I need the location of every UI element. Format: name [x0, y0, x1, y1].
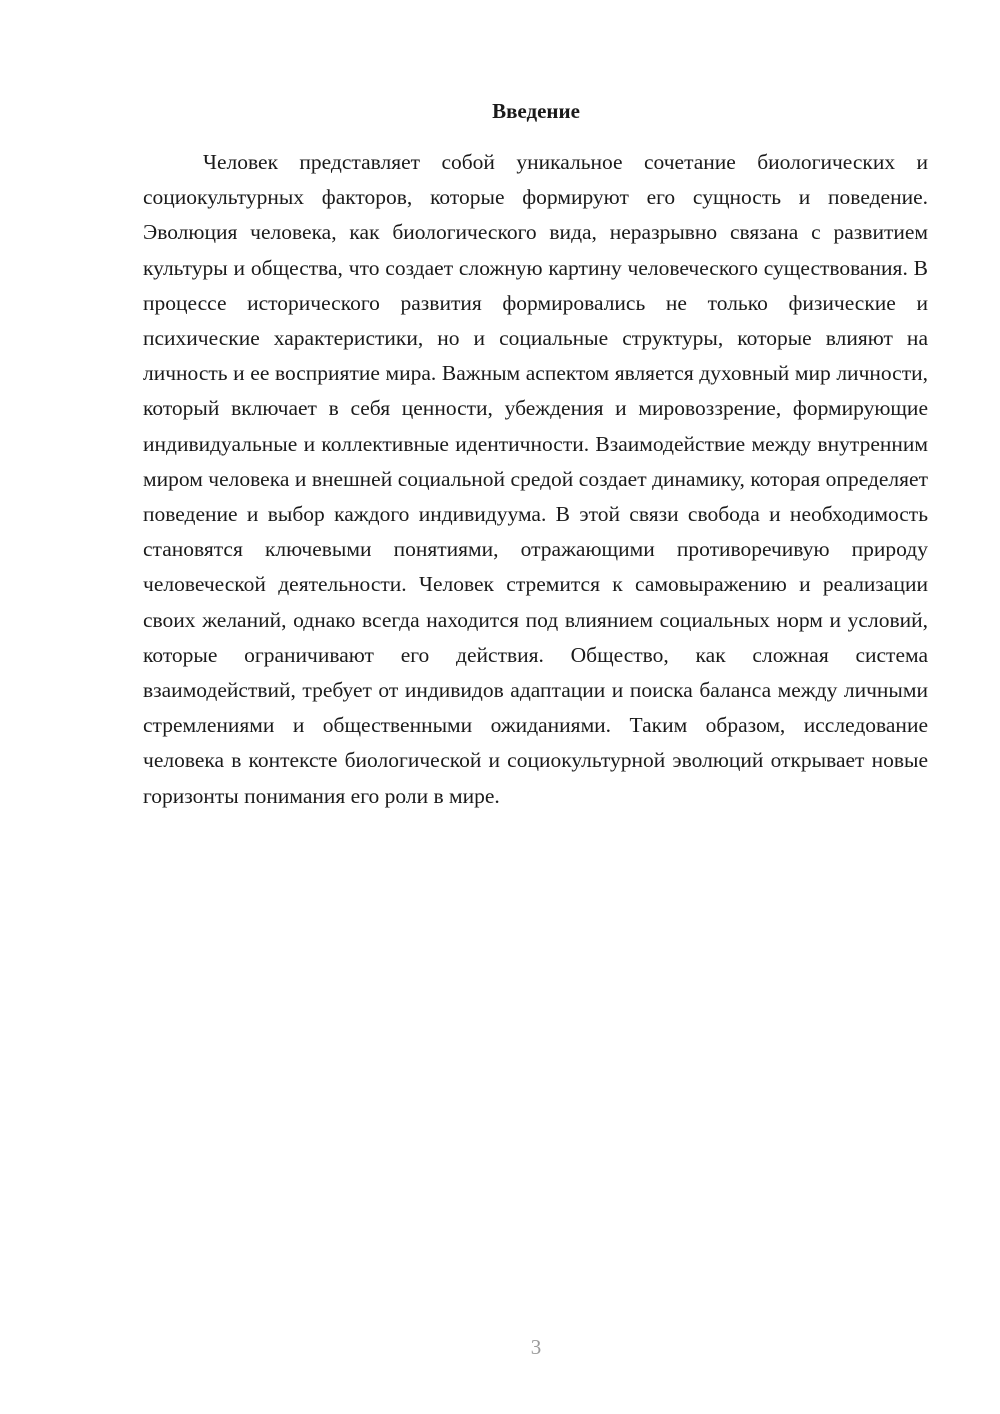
section-title: Введение — [492, 99, 580, 123]
body-paragraph: Человек представляет собой уникальное сочетание биологических и социокультурных факторов, которые формируют его сущность и поведение. Эволюция человека, как биологического вида, неразрывно связана с развитием культуры и общества, что создает сложную картину человеческого существования. В процессе исторического развития формировались не только физические и психические характеристики, но и социальные структуры, которые влияют на личность и ее восприятие мира. Важным аспектом является духовный мир личности, который включает в себя ценности, убеждения и мировоззрение, формирующие индивидуальные и коллективные идентичности. Взаимодействие между внутренним миром человека и внешней социальной средой создает динамику, которая определяет поведение и выбор каждого индивидуума. В этой связи свобода и необходимость становятся ключевыми понятиями, отражающими противоречивую природу человеческой деятельности. Человек стремится к самовыражению и реализации своих желаний, однако всегда находится под влиянием социальных норм и условий, которые ограничивают его действия. Общество, как сложная система взаимодействий, требует от индивидов адаптации и поиска баланса между личными стремлениями и общественными ожиданиями. Таким образом, исследование человека в контексте биологической и социокультурной эволюций открывает новые горизонты понимания его роли в мире. — [143, 150, 928, 808]
page-number: 3 — [530, 1335, 542, 1359]
